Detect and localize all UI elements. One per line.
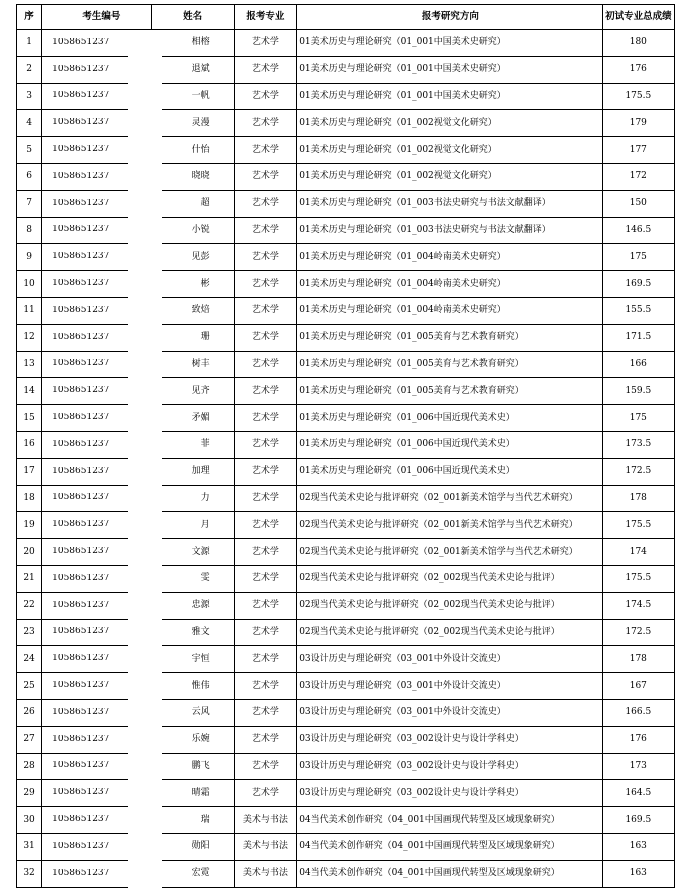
row-candidate-id: 1058651237 <box>52 734 110 744</box>
row-total-score: 169.5 <box>602 807 674 834</box>
table-row <box>17 619 675 646</box>
row-research-direction: 01美术历史与理论研究（01_005美育与艺术教育研究） <box>297 324 602 351</box>
table-row <box>17 110 675 137</box>
row-total-score: 173 <box>602 753 674 780</box>
table-row <box>17 137 675 164</box>
row-candidate-id: 1058651237 <box>52 37 110 47</box>
row-total-score: 172.5 <box>602 458 674 485</box>
row-seq: 4 <box>17 110 42 137</box>
row-seq: 5 <box>17 137 42 164</box>
header-research-direction: 报考研究方向 <box>297 5 602 30</box>
row-seq: 28 <box>17 753 42 780</box>
row-research-direction: 04当代美术创作研究（04_001中国画现代转型及区域现象研究） <box>297 833 602 860</box>
row-candidate-id: 1058651237 <box>52 225 110 235</box>
row-research-direction: 03设计历史与理论研究（03_001中外设计交流史） <box>297 699 602 726</box>
row-name: 矛媚 <box>151 405 234 432</box>
table-row <box>17 351 675 378</box>
row-total-score: 167 <box>602 673 674 700</box>
row-candidate-id: 1058651237 <box>52 252 110 262</box>
row-research-direction: 01美术历史与理论研究（01_003书法史研究与书法文献翻译） <box>297 217 602 244</box>
row-research-direction: 02现当代美术史论与批评研究（02_001新美术馆学与当代艺术研究） <box>297 512 602 539</box>
row-major: 艺术学 <box>234 244 297 271</box>
row-seq: 14 <box>17 378 42 405</box>
row-major: 艺术学 <box>234 431 297 458</box>
table-row <box>17 780 675 807</box>
table-row <box>17 56 675 83</box>
row-candidate-id: 1058651237 <box>52 573 110 583</box>
row-total-score: 166 <box>602 351 674 378</box>
table-row <box>17 565 675 592</box>
row-total-score: 166.5 <box>602 699 674 726</box>
table-row <box>17 592 675 619</box>
table-row <box>17 190 675 217</box>
row-research-direction: 01美术历史与理论研究（01_001中国美术史研究） <box>297 56 602 83</box>
row-seq: 15 <box>17 405 42 432</box>
row-seq: 30 <box>17 807 42 834</box>
row-research-direction: 02现当代美术史论与批评研究（02_002现当代美术史论与批评） <box>297 619 602 646</box>
row-candidate-id: 1058651237 <box>52 600 110 610</box>
row-seq: 20 <box>17 539 42 566</box>
row-seq: 3 <box>17 83 42 110</box>
row-research-direction: 04当代美术创作研究（04_001中国画现代转型及区域现象研究） <box>297 860 602 887</box>
row-candidate-id: 1058651237 <box>52 386 110 396</box>
row-seq: 23 <box>17 619 42 646</box>
table-row <box>17 833 675 860</box>
row-total-score: 174.5 <box>602 592 674 619</box>
row-candidate-id: 1058651237 <box>52 841 110 851</box>
table-row <box>17 807 675 834</box>
row-major: 艺术学 <box>234 324 297 351</box>
row-candidate-id: 1058651237 <box>52 359 110 369</box>
row-seq: 27 <box>17 726 42 753</box>
row-candidate-id: 1058651237 <box>52 707 110 717</box>
row-research-direction: 01美术历史与理论研究（01_006中国近现代美术史） <box>297 431 602 458</box>
row-major: 艺术学 <box>234 405 297 432</box>
row-total-score: 177 <box>602 137 674 164</box>
row-research-direction: 02现当代美术史论与批评研究（02_001新美术馆学与当代艺术研究） <box>297 485 602 512</box>
row-candidate-id: 1058651237 <box>52 305 110 315</box>
row-total-score: 179 <box>602 110 674 137</box>
row-name: 灵漫 <box>151 110 234 137</box>
row-name: 雅文 <box>151 619 234 646</box>
row-seq: 32 <box>17 860 42 887</box>
row-total-score: 175 <box>602 244 674 271</box>
row-seq: 25 <box>17 673 42 700</box>
row-research-direction: 01美术历史与理论研究（01_005美育与艺术教育研究） <box>297 378 602 405</box>
row-major: 美术与书法 <box>234 833 297 860</box>
row-total-score: 169.5 <box>602 271 674 298</box>
row-name: 相榕 <box>151 30 234 57</box>
table-row <box>17 405 675 432</box>
row-candidate-id: 1058651237 <box>52 466 110 476</box>
row-name: 退斌 <box>151 56 234 83</box>
row-major: 艺术学 <box>234 699 297 726</box>
row-total-score: 155.5 <box>602 297 674 324</box>
row-name: 菲 <box>151 431 234 458</box>
row-seq: 7 <box>17 190 42 217</box>
row-research-direction: 01美术历史与理论研究（01_001中国美术史研究） <box>297 30 602 57</box>
table-row <box>17 324 675 351</box>
row-name: 晓晓 <box>151 163 234 190</box>
header-seq: 序 <box>17 5 42 30</box>
row-candidate-id: 1058651237 <box>52 171 110 181</box>
row-research-direction: 01美术历史与理论研究（01_002视觉文化研究） <box>297 137 602 164</box>
row-total-score: 178 <box>602 485 674 512</box>
row-name: 加理 <box>151 458 234 485</box>
row-major: 艺术学 <box>234 539 297 566</box>
row-candidate-id: 1058651237 <box>52 788 110 798</box>
row-research-direction: 01美术历史与理论研究（01_002视觉文化研究） <box>297 163 602 190</box>
row-candidate-id: 1058651237 <box>52 654 110 664</box>
table-row <box>17 297 675 324</box>
table-row <box>17 458 675 485</box>
row-major: 艺术学 <box>234 137 297 164</box>
row-seq: 9 <box>17 244 42 271</box>
row-candidate-id: 1058651237 <box>52 815 110 824</box>
row-major: 艺术学 <box>234 271 297 298</box>
row-seq: 18 <box>17 485 42 512</box>
table-row <box>17 217 675 244</box>
row-research-direction: 04当代美术创作研究（04_001中国画现代转型及区域现象研究） <box>297 807 602 834</box>
row-name: 什怡 <box>151 137 234 164</box>
row-major: 艺术学 <box>234 378 297 405</box>
row-research-direction: 03设计历史与理论研究（03_002设计史与设计学科史） <box>297 726 602 753</box>
row-seq: 10 <box>17 271 42 298</box>
row-total-score: 172 <box>602 163 674 190</box>
row-name: 文源 <box>151 539 234 566</box>
row-major: 艺术学 <box>234 30 297 57</box>
row-major: 艺术学 <box>234 565 297 592</box>
table-header-row <box>17 5 675 30</box>
row-name: 勋阳 <box>151 833 234 860</box>
row-total-score: 178 <box>602 646 674 673</box>
redaction-mask <box>128 30 162 891</box>
row-seq: 6 <box>17 163 42 190</box>
row-seq: 21 <box>17 565 42 592</box>
row-candidate-id: 1058651237 <box>52 332 110 342</box>
row-research-direction: 03设计历史与理论研究（03_001中外设计交流史） <box>297 646 602 673</box>
row-major: 艺术学 <box>234 673 297 700</box>
row-major: 艺术学 <box>234 485 297 512</box>
row-research-direction: 01美术历史与理论研究（01_004岭南美术史研究） <box>297 244 602 271</box>
row-name: 见彭 <box>151 244 234 271</box>
row-candidate-id: 1058651237 <box>52 439 110 449</box>
row-candidate-id: 1058651237 <box>52 91 110 101</box>
row-major: 艺术学 <box>234 726 297 753</box>
row-major: 艺术学 <box>234 646 297 673</box>
row-major: 艺术学 <box>234 83 297 110</box>
row-major: 艺术学 <box>234 619 297 646</box>
row-major: 美术与书法 <box>234 807 297 834</box>
table-row <box>17 726 675 753</box>
row-seq: 13 <box>17 351 42 378</box>
row-seq: 1 <box>17 30 42 57</box>
row-candidate-id: 1058651237 <box>52 198 110 208</box>
row-major: 艺术学 <box>234 56 297 83</box>
row-total-score: 172.5 <box>602 619 674 646</box>
row-candidate-id: 1058651237 <box>52 118 110 128</box>
row-name: 见齐 <box>151 378 234 405</box>
row-name: 瑞 <box>151 807 234 834</box>
row-major: 艺术学 <box>234 780 297 807</box>
row-name: 一帆 <box>151 83 234 110</box>
row-research-direction: 01美术历史与理论研究（01_002视觉文化研究） <box>297 110 602 137</box>
table-row <box>17 512 675 539</box>
table-body <box>17 30 675 888</box>
row-research-direction: 01美术历史与理论研究（01_001中国美术史研究） <box>297 83 602 110</box>
row-total-score: 175.5 <box>602 83 674 110</box>
row-name: 惟伟 <box>151 673 234 700</box>
row-name: 力 <box>151 485 234 512</box>
row-candidate-id: 1058651237 <box>52 868 110 878</box>
row-name: 树丰 <box>151 351 234 378</box>
row-seq: 24 <box>17 646 42 673</box>
row-name: 云风 <box>151 699 234 726</box>
row-total-score: 163 <box>602 833 674 860</box>
row-seq: 12 <box>17 324 42 351</box>
row-seq: 17 <box>17 458 42 485</box>
table-row <box>17 244 675 271</box>
row-major: 艺术学 <box>234 753 297 780</box>
row-major: 美术与书法 <box>234 860 297 887</box>
row-seq: 26 <box>17 699 42 726</box>
row-name: 月 <box>151 512 234 539</box>
row-major: 艺术学 <box>234 351 297 378</box>
row-candidate-id: 1058651237 <box>52 761 110 771</box>
row-name: 鹏飞 <box>151 753 234 780</box>
row-total-score: 176 <box>602 726 674 753</box>
table-row <box>17 271 675 298</box>
row-candidate-id: 1058651237 <box>52 493 110 503</box>
row-total-score: 176 <box>602 56 674 83</box>
row-research-direction: 01美术历史与理论研究（01_004岭南美术史研究） <box>297 271 602 298</box>
row-research-direction: 02现当代美术史论与批评研究（02_002现当代美术史论与批评） <box>297 592 602 619</box>
row-total-score: 150 <box>602 190 674 217</box>
admission-score-table <box>16 4 675 888</box>
row-name: 彬 <box>151 271 234 298</box>
row-name: 小锐 <box>151 217 234 244</box>
row-name: 珊 <box>151 324 234 351</box>
row-seq: 2 <box>17 56 42 83</box>
row-name: 超 <box>151 190 234 217</box>
row-major: 艺术学 <box>234 163 297 190</box>
row-total-score: 163 <box>602 860 674 887</box>
row-candidate-id: 1058651237 <box>52 681 110 691</box>
row-total-score: 159.5 <box>602 378 674 405</box>
row-major: 艺术学 <box>234 297 297 324</box>
row-name: 忠源 <box>151 592 234 619</box>
table-row <box>17 163 675 190</box>
row-research-direction: 01美术历史与理论研究（01_005美育与艺术教育研究） <box>297 351 602 378</box>
row-total-score: 171.5 <box>602 324 674 351</box>
header-name: 姓名 <box>151 5 234 30</box>
header-total-score: 初试专业总成绩 <box>602 5 674 30</box>
row-seq: 19 <box>17 512 42 539</box>
row-research-direction: 03设计历史与理论研究（03_002设计史与设计学科史） <box>297 780 602 807</box>
header-major: 报考专业 <box>234 5 297 30</box>
table-row <box>17 378 675 405</box>
row-major: 艺术学 <box>234 458 297 485</box>
row-name: 乐婉 <box>151 726 234 753</box>
row-major: 艺术学 <box>234 592 297 619</box>
table-row <box>17 83 675 110</box>
table-row <box>17 30 675 57</box>
row-name: 雯 <box>151 565 234 592</box>
row-candidate-id: 1058651237 <box>52 279 110 289</box>
row-seq: 11 <box>17 297 42 324</box>
table-row <box>17 646 675 673</box>
row-research-direction: 02现当代美术史论与批评研究（02_002现当代美术史论与批评） <box>297 565 602 592</box>
row-candidate-id: 1058651237 <box>52 547 110 557</box>
row-total-score: 164.5 <box>602 780 674 807</box>
row-research-direction: 03设计历史与理论研究（03_002设计史与设计学科史） <box>297 753 602 780</box>
row-research-direction: 02现当代美术史论与批评研究（02_001新美术馆学与当代艺术研究） <box>297 539 602 566</box>
table-row <box>17 539 675 566</box>
row-seq: 29 <box>17 780 42 807</box>
row-name: 宏霓 <box>151 860 234 887</box>
table-row <box>17 699 675 726</box>
row-major: 艺术学 <box>234 190 297 217</box>
table-row <box>17 485 675 512</box>
table-row <box>17 673 675 700</box>
header-candidate-id: 考生编号 <box>42 5 151 30</box>
row-total-score: 174 <box>602 539 674 566</box>
table-row <box>17 431 675 458</box>
row-seq: 16 <box>17 431 42 458</box>
row-research-direction: 01美术历史与理论研究（01_006中国近现代美术史） <box>297 405 602 432</box>
row-candidate-id: 1058651237 <box>52 64 110 74</box>
row-seq: 8 <box>17 217 42 244</box>
row-research-direction: 03设计历史与理论研究（03_001中外设计交流史） <box>297 673 602 700</box>
row-total-score: 146.5 <box>602 217 674 244</box>
row-name: 晴霜 <box>151 780 234 807</box>
row-candidate-id: 1058651237 <box>52 627 110 637</box>
row-total-score: 175 <box>602 405 674 432</box>
row-seq: 31 <box>17 833 42 860</box>
row-name: 宇恒 <box>151 646 234 673</box>
row-major: 艺术学 <box>234 512 297 539</box>
row-seq: 22 <box>17 592 42 619</box>
row-candidate-id: 1058651237 <box>52 413 110 423</box>
row-total-score: 175.5 <box>602 565 674 592</box>
row-research-direction: 01美术历史与理论研究（01_003书法史研究与书法文献翻译） <box>297 190 602 217</box>
row-major: 艺术学 <box>234 217 297 244</box>
table-row <box>17 753 675 780</box>
row-major: 艺术学 <box>234 110 297 137</box>
row-name: 致焙 <box>151 297 234 324</box>
row-total-score: 175.5 <box>602 512 674 539</box>
row-candidate-id: 1058651237 <box>52 145 110 155</box>
row-candidate-id: 1058651237 <box>52 520 110 530</box>
row-research-direction: 01美术历史与理论研究（01_004岭南美术史研究） <box>297 297 602 324</box>
row-total-score: 173.5 <box>602 431 674 458</box>
row-research-direction: 01美术历史与理论研究（01_006中国近现代美术史） <box>297 458 602 485</box>
row-total-score: 180 <box>602 30 674 57</box>
table-row <box>17 860 675 887</box>
